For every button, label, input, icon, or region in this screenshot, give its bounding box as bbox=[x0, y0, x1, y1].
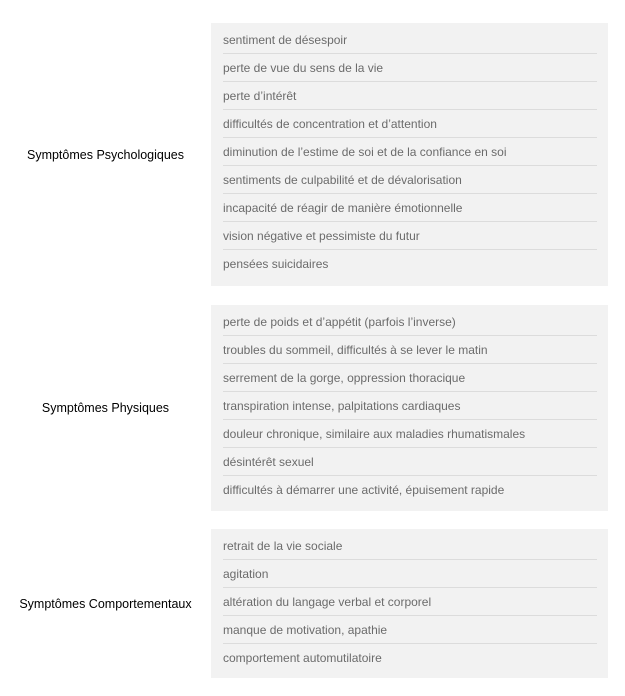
list-item: désintérêt sexuel bbox=[223, 448, 597, 476]
list-item: manque de motivation, apathie bbox=[223, 616, 597, 644]
list-item: douleur chronique, similaire aux maladies rhumatismales bbox=[223, 420, 597, 448]
list-item: perte de poids et d’appétit (parfois l’inverse) bbox=[223, 308, 597, 336]
section-physiques bbox=[0, 305, 625, 511]
list-item: retrait de la vie sociale bbox=[223, 532, 597, 560]
section-title: Symptômes Psychologiques bbox=[26, 147, 185, 162]
list-item: sentiments de culpabilité et de dévalorisation bbox=[223, 166, 597, 194]
list-item: comportement automutilatoire bbox=[223, 651, 382, 665]
list-item: pensées suicidaires bbox=[223, 257, 329, 271]
list-item: vision négative et pessimiste du futur bbox=[223, 222, 597, 250]
list-item: sentiment de désespoir bbox=[223, 26, 597, 54]
symptom-list bbox=[211, 23, 608, 286]
list-item: difficultés à démarrer une activité, épuisement rapide bbox=[223, 483, 505, 497]
list-item: altération du langage verbal et corporel bbox=[223, 588, 597, 616]
list-item: transpiration intense, palpitations cardiaques bbox=[223, 392, 597, 420]
symptom-list bbox=[211, 529, 608, 678]
section-comportementaux bbox=[0, 529, 625, 678]
list-item: serrement de la gorge, oppression thoracique bbox=[223, 364, 597, 392]
section-title: Symptômes Comportementaux bbox=[19, 596, 192, 611]
list-item: agitation bbox=[223, 560, 597, 588]
list-item: difficultés de concentration et d’attention bbox=[223, 110, 597, 138]
list-item: perte de vue du sens de la vie bbox=[223, 54, 597, 82]
symptom-list bbox=[211, 305, 608, 511]
list-item: perte d’intérêt bbox=[223, 82, 597, 110]
section-psychologiques bbox=[0, 23, 625, 286]
list-item: troubles du sommeil, difficultés à se lever le matin bbox=[223, 336, 597, 364]
list-item: diminution de l’estime de soi et de la confiance en soi bbox=[223, 138, 597, 166]
section-title: Symptômes Physiques bbox=[41, 401, 170, 415]
list-item: incapacité de réagir de manière émotionnelle bbox=[223, 194, 597, 222]
